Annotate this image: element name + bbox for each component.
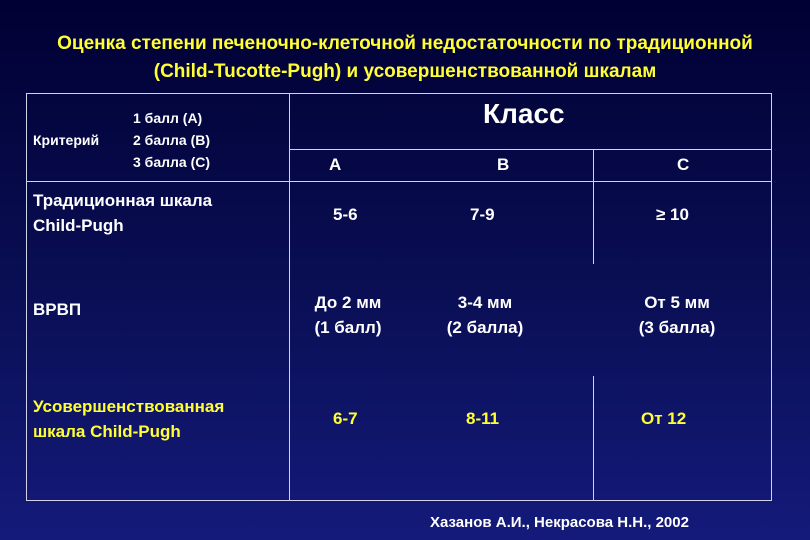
cell-line: До 2 мм (314, 293, 382, 312)
cell-line: От 5 мм (644, 293, 710, 312)
score-a-label: 1 балл (А) (133, 110, 203, 126)
title-line-1: Оценка степени печеночно-клеточной недостаточности по традиционной (57, 33, 753, 54)
cell-vrvp-c (625, 290, 729, 340)
slide-title (0, 30, 810, 86)
cell-line: (2 балла) (446, 318, 524, 337)
row-label-traditional (33, 188, 212, 238)
row-label-line: Child-Pugh (33, 216, 124, 235)
column-divider-b-c (593, 150, 594, 264)
cell-line: (1 балл) (314, 318, 382, 337)
class-header: Класс (483, 98, 565, 129)
row-label-line: Традиционная шкала (33, 191, 213, 210)
cell-improved-b: 8-11 (466, 409, 500, 428)
comparison-table (26, 93, 772, 501)
header-divider (289, 149, 771, 150)
cell-line: 3-4 мм (457, 293, 513, 312)
criterion-label: Критерий (33, 132, 100, 148)
row-label-line: Усовершенствованная (33, 397, 225, 416)
cell-line: (3 балла) (638, 318, 716, 337)
column-divider-b-c-lower (593, 376, 594, 500)
cell-traditional-b: 7-9 (470, 205, 495, 224)
column-divider-criterion (289, 94, 290, 500)
header-bottom-line (27, 181, 771, 182)
cell-traditional-c: ≥ 10 (656, 205, 689, 224)
row-label-improved (33, 394, 224, 444)
row-label-line: шкала Child-Pugh (33, 422, 181, 441)
column-header-c: С (677, 155, 690, 174)
cell-improved-c: От 12 (641, 409, 687, 428)
column-header-b: В (497, 155, 510, 174)
title-line-2: (Child-Tucotte-Pugh) и усовершенствованной шкалам (153, 61, 657, 82)
row-label-vrvp: ВРВП (33, 300, 82, 319)
cell-traditional-a: 5-6 (333, 205, 358, 224)
cell-vrvp-a (303, 290, 393, 340)
source-credit: Хазанов А.И., Некрасова Н.Н., 2002 (430, 514, 689, 531)
cell-vrvp-b (435, 290, 535, 340)
cell-improved-a: 6-7 (333, 409, 358, 428)
score-c-label: 3 балла (С) (133, 154, 211, 170)
score-b-label: 2 балла (В) (133, 132, 211, 148)
column-header-a: А (329, 155, 342, 174)
